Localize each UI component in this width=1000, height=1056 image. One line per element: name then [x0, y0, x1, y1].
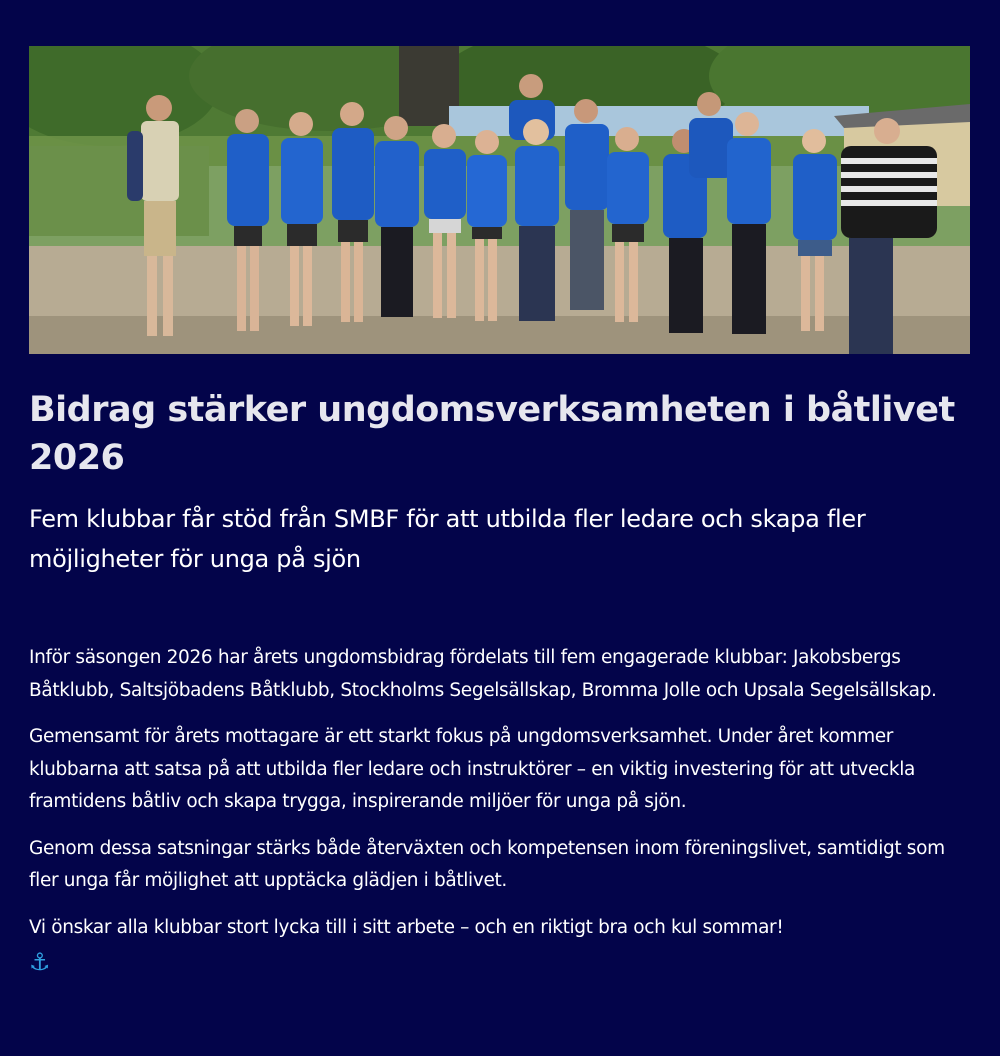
article-title: Bidrag stärker ungdomsverksamheten i båtlivet 2026 — [29, 390, 955, 478]
hero-photo — [29, 46, 970, 354]
article-paragraph: Vi önskar alla klubbar stort lycka till i sitt arbete – och en riktigt bra och kul sommar! — [29, 916, 784, 938]
article-subtitle: Fem klubbar får stöd från SMBF för att utbilda fler ledare och skapa fler möjligheter för unga på sjön — [29, 505, 866, 573]
article-paragraph: Gemensamt för årets mottagare är ett starkt fokus på ungdomsverksamhet. Under året kommer klubbarna att satsa på att utbilda fler ledare och instruktörer – en viktig investering för att utveckla framtidens båtliv och skapa trygga, inspirerande miljöer för unga på sjön. — [29, 726, 916, 812]
article-paragraph: Genom dessa satsningar stärks både återväxten och kompetensen inom föreningslivet, samtidigt som fler unga får möjlighet att upptäcka glädjen i båtlivet. — [29, 837, 945, 891]
article-paragraph: Inför säsongen 2026 har årets ungdomsbidrag fördelats till fem engagerade klubbar: Jakobsbergs Båtklubb, Saltsjöbadens Båtklubb, Stockholms Segelsällskap, Bromma Jolle och Upsala Segelsällskap. — [29, 647, 937, 701]
group-photo-image — [29, 46, 970, 354]
article-body — [29, 642, 974, 974]
anchor-icon: ⚓ — [29, 948, 51, 976]
